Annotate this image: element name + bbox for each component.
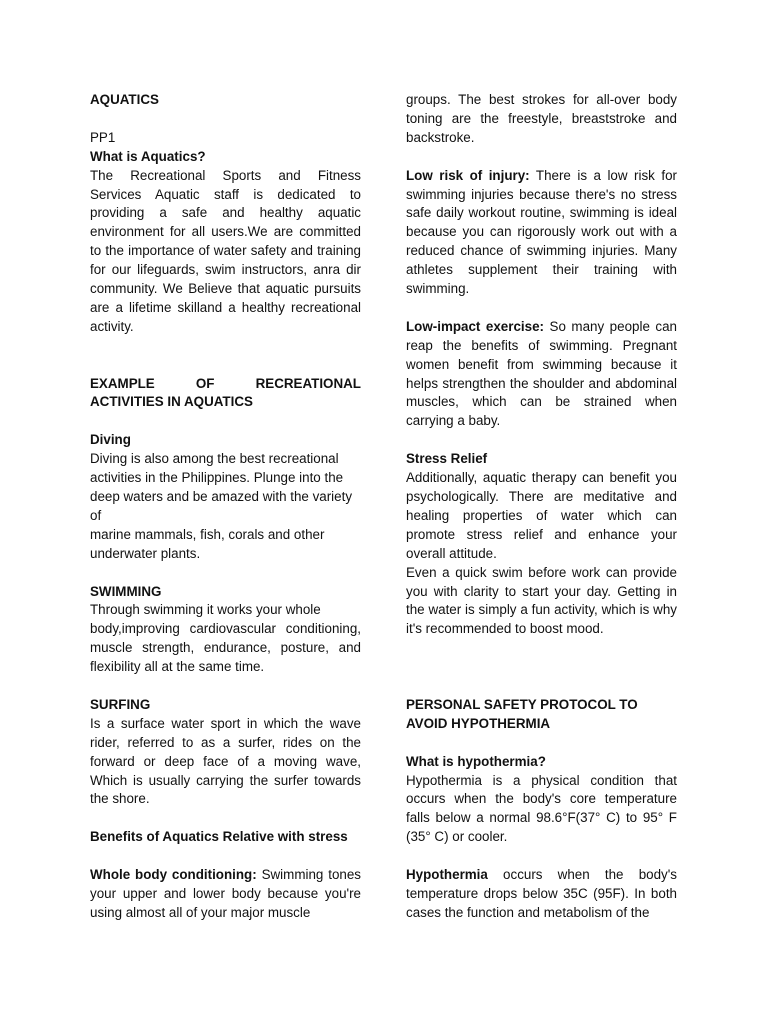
diving-line: activities in the Philippines. Plunge into the xyxy=(90,470,344,486)
surfing-paragraph: Is a surface water sport in which the wave rider, referred to as a surfer, rides on the forward or deep face of a moving wave, Which is usually carrying the surfer towards the shore. xyxy=(90,715,361,807)
diving-line: of xyxy=(90,507,102,523)
page-label: PP1 xyxy=(90,129,116,145)
hypothermia-paragraph: Hypothermia is a physical condition that occurs when the body's core temperature falls below a normal 98.6°F(37° C) to 95° F (35° C) or cooler. xyxy=(406,772,677,845)
diving-line: deep waters and be amazed with the variety xyxy=(90,488,353,504)
diving-line: Diving is also among the best recreational xyxy=(90,451,339,467)
low-risk-paragraph xyxy=(406,167,677,299)
low-impact-label: Low-impact exercise: xyxy=(406,318,544,334)
right-column xyxy=(406,91,677,923)
low-impact-text: So many people can reap the benefits of swimming. Pregnant women benefit from swimming because it helps strengthen the shoulder and abdominal muscles, which can be strained when carrying a baby. xyxy=(406,318,677,429)
examples-heading-word: RECREATIONAL xyxy=(255,375,361,391)
what-is-aquatics-paragraph: The Recreational Sports and Fitness Services Aquatic staff is dedicated to providing a safe and healthy aquatic environment for all users.We are committed to the importance of water safety and training for our lifeguards, swim instructors, anra dir community. We Believe that aquatic pursuits are a lifetime skilland a healthy recreational activity. xyxy=(90,167,361,334)
hypothermia-text: occurs when the body's temperature drops below 35C (95F). In both cases the function and metabolism of the xyxy=(406,867,677,920)
swimming-line: Through swimming it works your whole xyxy=(90,602,321,618)
examples-heading-line1 xyxy=(90,375,361,394)
what-is-hypothermia-heading: What is hypothermia? xyxy=(406,753,546,769)
hypothermia-label: Hypothermia xyxy=(406,867,488,883)
hypothermia-paragraph-2 xyxy=(406,866,677,923)
examples-heading-line2: ACTIVITIES IN AQUATICS xyxy=(90,394,253,410)
continued-paragraph: groups. The best strokes for all-over body toning are the freestyle, breaststroke and backstroke. xyxy=(406,92,677,145)
whole-body-text: Swimming tones your upper and lower body because you're using almost all of your major muscle xyxy=(90,867,361,920)
benefits-heading: Benefits of Aquatics Relative with stress xyxy=(90,829,348,845)
stress-relief-paragraph: Additionally, aquatic therapy can benefit you psychologically. There are meditative and healing properties of water which can promote stress relief and enhance your overall attitude. xyxy=(406,470,677,561)
what-is-aquatics-heading: What is Aquatics? xyxy=(90,148,206,164)
diving-line: underwater plants. xyxy=(90,545,201,561)
diving-heading: Diving xyxy=(90,432,131,448)
left-column xyxy=(90,91,361,923)
swimming-heading: SWIMMING xyxy=(90,583,162,599)
low-risk-text: There is a low risk for swimming injuries because there's no stress safe daily workout routine, swimming is ideal because you can rigorously work out with a reduced chance of swimming injuries. Many athletes supplement their training with swimming. xyxy=(406,167,677,297)
whole-body-paragraph xyxy=(90,866,361,923)
diving-line: marine mammals, fish, corals and other xyxy=(90,526,325,542)
surfing-heading: SURFING xyxy=(90,696,151,712)
whole-body-label: Whole body conditioning: xyxy=(90,867,257,883)
safety-protocol-heading-line1: PERSONAL SAFETY PROTOCOL TO xyxy=(406,696,638,712)
low-risk-label: Low risk of injury: xyxy=(406,167,530,183)
examples-heading-word: OF xyxy=(195,375,215,391)
examples-heading-word: EXAMPLE xyxy=(90,375,155,391)
document-title: AQUATICS xyxy=(90,92,159,107)
stress-relief-paragraph-2: Even a quick swim before work can provide you with clarity to start your day. Getting in the water is simply a fun activity, which is why it's recommended to boost mood. xyxy=(406,564,677,637)
safety-protocol-heading-line2: AVOID HYPOTHERMIA xyxy=(406,715,551,731)
stress-relief-heading: Stress Relief xyxy=(406,451,488,467)
swimming-paragraph: body,improving cardiovascular conditioning, muscle strength, endurance, posture, and flexibility all at the same time. xyxy=(90,621,361,675)
low-impact-paragraph xyxy=(406,318,677,431)
